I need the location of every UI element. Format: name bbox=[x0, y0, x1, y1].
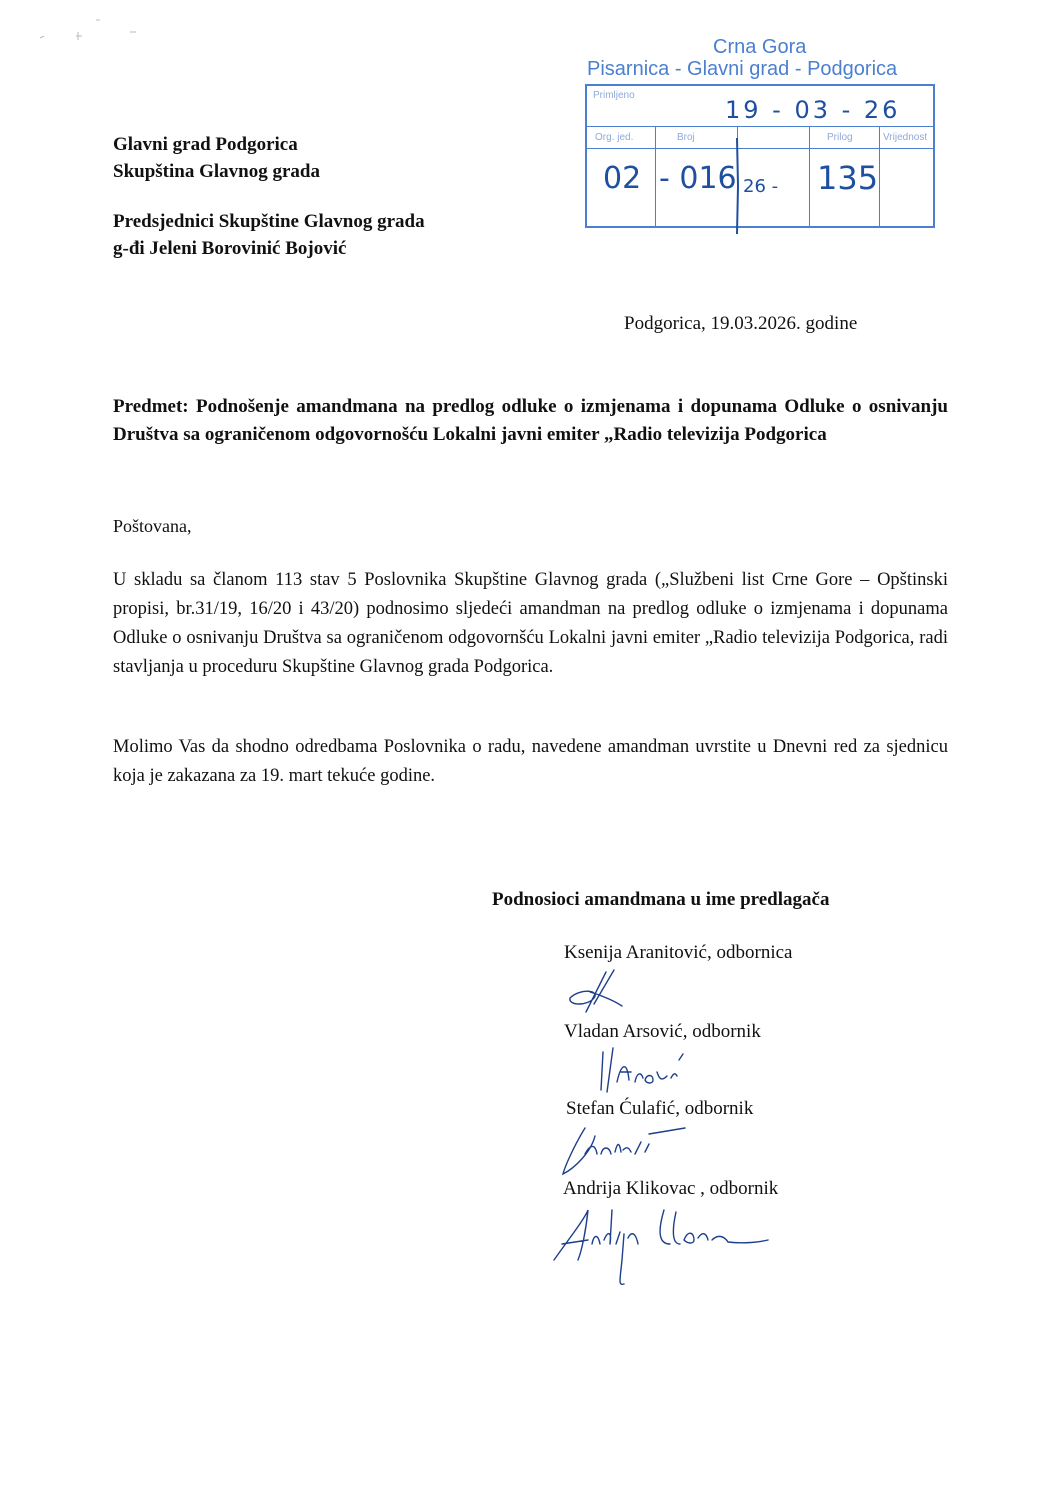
stamp-label-number: Broj bbox=[677, 132, 695, 143]
stamp-handwritten-date: 19 - 03 - 26 bbox=[725, 96, 901, 124]
signer-name-2: Vladan Arsović, odbornik bbox=[564, 1021, 761, 1042]
stamp-handwritten-number: 135 bbox=[817, 159, 879, 197]
stamp-handwritten-year: 26 - bbox=[743, 176, 779, 197]
stamp-label-org-unit: Org. jed. bbox=[595, 132, 634, 143]
scan-artifacts bbox=[30, 10, 150, 50]
body-paragraph-2: Molimo Vas da shodno odredbama Poslovnika o radu, navedene amandman uvrstite u Dnevni red za sjednicu koja je zakazana za 19. mart tekuće godine. bbox=[113, 737, 948, 786]
signature-1 bbox=[560, 966, 640, 1016]
subject-text: Podnošenje amandmana na predlog odluke o izmjenama i dopunama Odluke o osnivanju Društva sa ograničenom odgovornošću Lokalni javni emiter „Radio televizija Podgorica bbox=[113, 396, 949, 445]
stamp-label-received: Primljeno bbox=[593, 90, 635, 101]
registry-stamp bbox=[585, 36, 945, 236]
stamp-handwritten-code: - 016 bbox=[659, 161, 737, 196]
greeting: Poštovana, bbox=[113, 516, 192, 536]
signature-2 bbox=[595, 1046, 705, 1096]
subject bbox=[113, 393, 948, 449]
sender-block bbox=[113, 131, 320, 185]
sender-line-1: Glavni grad Podgorica bbox=[113, 134, 298, 155]
recipient-line-1: Predsjednici Skupštine Glavnog grada bbox=[113, 211, 425, 232]
signer-name-4: Andrija Klikovac , odbornik bbox=[563, 1178, 779, 1199]
stamp-handwritten-org: 02 bbox=[603, 161, 642, 196]
signature-4 bbox=[548, 1204, 788, 1294]
stamp-label-value: Vrijednost bbox=[883, 132, 928, 143]
recipient-block bbox=[113, 208, 425, 262]
sender-line-2: Skupština Glavnog grada bbox=[113, 161, 320, 182]
signer-name-3: Stefan Ćulafić, odbornik bbox=[566, 1098, 754, 1119]
stamp-label-attachment: Prilog bbox=[827, 132, 853, 143]
subject-lead: Predmet: bbox=[113, 396, 189, 417]
body-paragraph-1: U skladu sa članom 113 stav 5 Poslovnika Skupštine Glavnog grada („Službeni list Crne Gore – Opštinski propisi, br.31/19, 16/20 i 43/20) podnosimo sljedeći amandman na predlog odluke o izmjenama i dopunama Odluke o osnivanju Društva sa ograničenom odgovornšću Lokalni javni emiter „Radio televizija Podgorica, radi stavljanja u proceduru Skupštine Glavnog grada Podgorica. bbox=[113, 570, 948, 677]
signer-name-1: Ksenija Aranitović, odbornica bbox=[564, 942, 793, 963]
stamp-header-office: Pisarnica - Glavni grad - Podgorica bbox=[587, 58, 898, 80]
recipient-line-2: g-đi Jeleni Borovinić Bojović bbox=[113, 238, 347, 259]
stamp-header-country: Crna Gora bbox=[713, 36, 807, 58]
date-line: Podgorica, 19.03.2026. godine bbox=[624, 313, 858, 334]
signatures-title: Podnosioci amandmana u ime predlagača bbox=[492, 889, 830, 910]
signature-3 bbox=[555, 1124, 715, 1178]
stamp-pen-stroke bbox=[733, 136, 743, 236]
